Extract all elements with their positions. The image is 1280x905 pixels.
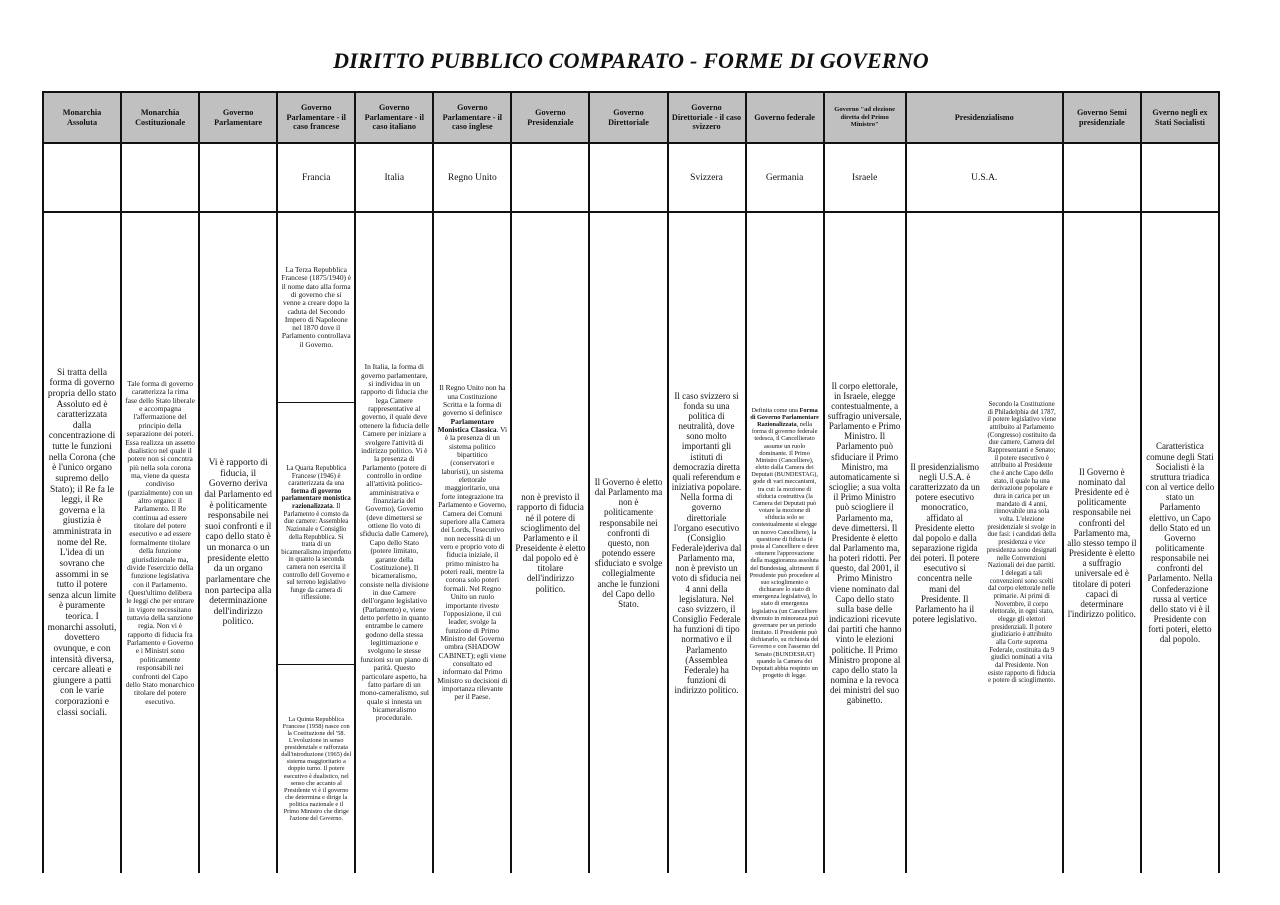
description-text: Il Governo è nominato dal Presidente ed è politicamente responsabile nei confronti del Parlamento ma, allo stesso tempo il Presidente è eletto a suffragio universale ed è titolare di poteri capaci di determinare l'indirizzo politico. bbox=[1067, 466, 1137, 620]
description-text: Il caso svizzero si fonda su una politica di neutralità, dove sono molto importanti gli istituti di democrazia diretta quali referendum e iniziativa popolare. Nella forma di governo direttoriale l'organo esecutivo (Consiglio Federale)deriva dal Parlamento ma, non è previsto un voto di sfiducia nei 4 anni della legislatura. Nel caso svizzero, il Consiglio Federale ha funzioni di tipo normativo e il Parlamento (Assemblea Federale) ha funzioni di indirizzo politico. bbox=[671, 390, 742, 696]
terza-repubblica-section bbox=[278, 213, 354, 403]
description-text-part: . Il Parlamento è comsto da due camere: Assemblea Nazionale e Consiglio della Repubblica. Si tratta di un bicameralismo imperfetto in quanto la seconda camera non esercita il controllo dell Governo e sul terreno legislativo funge da camera di riflessione. bbox=[281, 503, 352, 602]
header-cell: Presidenzialismo bbox=[906, 92, 1063, 143]
description-text-bold: Forma di Governo Parlamentare Razionalizzata bbox=[750, 406, 819, 429]
country-cell: Svizzera bbox=[668, 143, 746, 212]
description-text: non è previsto il rapporto di fiducia né il potere di scioglimento del Parlamento e il Preseidente è eletto dal popolo ed è titolare dell'indirizzo politico. bbox=[515, 492, 586, 594]
forms-of-government-table bbox=[42, 91, 1220, 873]
country-cell: Israele bbox=[824, 143, 906, 212]
description-text-part: . Vi è la presenza di un sistema politico bipartitico (conservatori e laburisti), un sistema elettorale maggioritario, una forte integrazione tra Parlamento e Governo, Camera dei Comuni superiore alla Camera dei Lords, l'esecutivo non necessità di un vero e proprio voto di fiducia iniziale, il primo ministro ha poteri reali, mentre la corona solo poteri formali. Nel Regno Unito un ruolo importante riveste l'opposizione, il cui leader, svolge la funzione di Primo Ministro del Governo ombra (SHADOW CABINET); egli viene consultato ed informato dal Primo Ministro su decisioni di importanza rilevante per il Paese. bbox=[437, 424, 508, 702]
header-cell: Governo Presidenziale bbox=[511, 92, 589, 143]
header-cell: Governo Parlamentare - il caso inglese bbox=[433, 92, 511, 143]
description-row bbox=[43, 212, 1219, 873]
description-cell-governo-parlamentare bbox=[199, 212, 277, 873]
description-text-bold: forma di governo parlamentare monistica razionalizzata bbox=[281, 487, 351, 511]
country-cell bbox=[511, 143, 589, 212]
description-text bbox=[434, 384, 510, 702]
country-cell bbox=[589, 143, 667, 212]
description-text-bold: Parlamentare Monistica Classica bbox=[437, 416, 497, 434]
description-text-part: Definita come una bbox=[751, 406, 800, 414]
description-cell-monarchia-costituzionale bbox=[121, 212, 199, 873]
country-cell: U.S.A. bbox=[906, 143, 1063, 212]
french-republics-split bbox=[278, 213, 354, 873]
quarta-repubblica-section bbox=[278, 403, 354, 665]
country-cell: Germania bbox=[746, 143, 824, 212]
header-cell: Governo Parlamentare bbox=[199, 92, 277, 143]
description-text: Si tratta della forma di governo propria dello stato Assoluto ed è caratterizzata dalla concentrazione di tutte le funzioni nella Corona (che è l'unico organo supremo dello Stato); il Re fa le leggi, il Re governa e la giustizia è amministrata in nome del Re. L'idea di un sovrano che assommi in se tutto il potere senza alcun limite è puramente teorica. I monarchi assoluti, dovettero ovunque, e con intensità diversa, cercare alleati e giungere a patti con le varie corporazioni e classi sociali. bbox=[47, 367, 117, 718]
country-cell bbox=[1063, 143, 1141, 212]
country-cell bbox=[43, 143, 121, 212]
country-cell: Francia bbox=[277, 143, 355, 212]
header-cell: Governo Parlamentare - il caso italiano bbox=[355, 92, 433, 143]
description-text: Vi è rapporto di fiducia, il Governo deriva dal Parlamento ed è politicamente responsabile nei suoi confronti e il capo dello stato è un monarca o un presidente eletto da un organo parlamentare che non partecipa alla determinazione dell'indirizzo politico. bbox=[204, 458, 272, 628]
description-cell-caso-francese bbox=[277, 212, 355, 873]
header-cell: Governo Parlamentare - il caso francese bbox=[277, 92, 355, 143]
description-text: Caratteristica comune degli Stati Socialisti è la struttura triadica con al vertice dello stato un Parlamento elettivo, un Capo dello Stato ed un Governo politicamente responsabile nei confronti del Parlamento. Nella Confederazione russa al vertice dello stato vi è il Presidente con forti poteri, eletto dal popolo. bbox=[1145, 441, 1215, 645]
country-cell bbox=[121, 143, 199, 212]
description-cell-caso-italiano bbox=[355, 212, 433, 873]
header-cell: Monarchia Assoluta bbox=[43, 92, 121, 143]
document-title: DIRITTO PUBBLICO COMPARATO - FORME DI GOVERNO bbox=[333, 48, 929, 73]
quinta-repubblica-section bbox=[278, 665, 354, 873]
presidenzialismo-split bbox=[907, 213, 1062, 873]
description-text: Il presidenzialismo negli U.S.A. è caratterizzato da un potere esecutivo monocratico, affidato al Presidente eletto dal popolo e dalla separazione rigida dei poteri. Il potere esecutivo si concentra nelle mani del Presidente. Il Parlamento ha il potere legislativo. bbox=[909, 461, 980, 625]
description-text: Tale forma di governo caratterizza la rima fase dello Stato liberale e accompagna l'affermazione del principio della separazione dei poteri. Essa realizza un assetto dualistico nel quale il potere non si concntra più nella sola corona ma, viene da questa condiviso (parzialmente) con un altro organo: il Parlamento. Il Re continua ad essere titolare del potere esecutivo e ad essere formalmente titolare della funzione giurisdizionale ma, divide l'esercizio della funzione legislativa con il Parlamento. Quest'ultimo delibera le leggi che per entrare in vigore necessitano tuttavia della sanzione regia. Non vi è rapporto di fiducia fra Parlamento e Governo e i Ministri sono politicamente responsabili nei confronti del Capo dello Stato monarchico titolare del potere esecutivo. bbox=[125, 378, 195, 706]
description-text-part: , nella forma di governo federale tedesca, il Cancellierato assume un ruolo dominante. Il Primo Ministro (Cancelliere), eletto dalla Camera dei Deputati (BUNDESTAG), gode di vari meccanismi, tra cui: la mozione di sfiducia costruttiva (la Camera dei Deputati può votare la mozione di sfiducia solo se contestualmente si elegge un nuovo Cancelliere), la questione di fiducia (è posta al Cancelliere e deve ottenere l'approvazione della maggioranza assoluta del Bundestag, altrimenti il Presidente può procedere al suo scioglimento o dichiarare lo stato di emergenza legislativa), lo stato di emergenza legislativa (un Cancelliere divenuto in minoranza può governare per un periodo limitato. Il Presidente può dichiararlo, su richiesta del Governo e con l'assenso del Senato (BUNDESRAT) quando la Camera dei Deputati abbia respinto un progetto di legge. bbox=[749, 421, 820, 680]
header-cell: Governo Direttoriale - il caso svizzero bbox=[668, 92, 746, 143]
description-cell-governo-federale bbox=[746, 212, 824, 873]
description-cell-israele bbox=[824, 212, 906, 873]
description-cell-ex-stati-socialisti bbox=[1141, 212, 1219, 873]
description-text: Secondo la Costituzione di Philadelphia del 1787, il potere legislativo viene attribuito al Parlamento (Congresso) costituito da due camere, Camera del Rappresentanti e Senato; il potere esecutivo è attribuito al Presidente che è anche Capo dello stato, il quale ha una derivazione popolare e dura in carica per un mandato di 4 anni, rinnovabile una sola volta. L'elezione presidenziale si svolge in due fasi: i candidati della presidenza e vice presidenza sono designati nelle Convenzioni Nazionali dei due partiti. I delegati a tali convenzioni sono scelti dal corpo elettorale nelle primarie. Ai primi di Novembre, il corpo elettorale, in ogni stato, elegge gli elettori presidenziali. Il potere giudiziario è attribuito alla Corte suprema Federale, costituita da 9 giudici nominati a vita dal Presidente. Non esiste rapporto di fiducia e potere di scioglimento. bbox=[986, 401, 1057, 685]
country-cell bbox=[1141, 143, 1219, 212]
country-cell: Italia bbox=[355, 143, 433, 212]
description-text: In Italia, la forma di governo parlamentare, si individua in un rapporto di fiducia che lega Camere rappresentative al governo, il quale deve ottenere la fiducia delle Camere per iniziare a svolgere l'attività di indirizzo politico. Vi è la presenza di Parlamento (potere di controllo in ordine all'attività politico-amministrativa e finanziaria del Governo), Governo (deve dimettersi se ottiene llo voto di sfiducia dalle Camere), Capo dello Stato (potere limitato, garante della Costituzione). Il bicameralismo, consiste nella divisione in due Camere dell'organo legislativo (Parlamento) e, viene detto perfetto in quanto entrambe le camere godono della stessa legittimazione e svolgono le stesse funzioni su un piano di parità. Questo particolare aspetto, ha fatto parlare di un mono-cameralismo, sul quale si innesta un bicameralismo procedurale. bbox=[359, 362, 430, 723]
header-cell: Gverno negli ex Stati Socialisti bbox=[1141, 92, 1219, 143]
description-text: La Terza Repubblica Francese (1875/1940) è il nome dato alla forma di governo che si venne a creare dopo la caduta del Secondo Impero di Napoleone nel 1870 dove il Parlamento controllava il Governo. bbox=[281, 265, 352, 349]
country-cell bbox=[199, 143, 277, 212]
description-text-part: Il Regno Unito non ha una Costituzione Scritta e la forma di governo si definisce bbox=[439, 383, 506, 418]
description-cell-presidenziale bbox=[511, 212, 589, 873]
description-text bbox=[281, 465, 351, 602]
description-text bbox=[747, 407, 823, 680]
description-cell-caso-svizzero bbox=[668, 212, 746, 873]
description-cell-direttoriale bbox=[589, 212, 667, 873]
header-cell: Monarchia Costituzionale bbox=[121, 92, 199, 143]
description-cell-semipresidenziale bbox=[1063, 212, 1141, 873]
description-text: La Quinta Repubblica Francese (1958) nasce con la Costituzione del '58. L'evoluzione in senso presidenziale e rafforzata dall'introduzione (1965) del sistema maggioritario a doppio turno. Il potere esecutivo è dualistico, nel senso che accanto al Presidente vi è il governo che determina e dirige la politica nazionale e il Primo Ministro che dirige l'azione del Governo. bbox=[281, 715, 352, 823]
description-cell-presidenzialismo bbox=[906, 212, 1063, 873]
header-row bbox=[43, 92, 1219, 143]
description-text-part: La Quarta Repubblica Francese (1946) è caratterizzata da una bbox=[286, 465, 347, 488]
header-cell: Governo Direttoriale bbox=[589, 92, 667, 143]
header-cell: Governo federale bbox=[746, 92, 824, 143]
country-row bbox=[43, 143, 1219, 212]
country-cell: Regno Unito bbox=[433, 143, 511, 212]
description-cell-monarchia-assoluta bbox=[43, 212, 121, 873]
header-cell: Governo Semi presidenziale bbox=[1063, 92, 1141, 143]
description-text: Il corpo elettorale, in Israele, elegge contestualmente, a suffragio universale, Parlamento e Primo Ministro. Il Parlamento può sfiduciare il Primo Ministro, ma automaticamente si scioglie; a sua volta il Primo Ministro può sciogliere il Parlamento ma, deve dimettersi. Il Presidente è eletto dal Parlamento ma, ha poteri ridotti. Per questo, dal 2001, il Primo Ministro viene nominato dal Capo dello stato sulla base delle indicazioni ricevute dai partiti che hanno vinto le elezioni politiche. Il Primo Ministro propone al capo dello stato la nomina e la revoca dei ministri del suo gabinetto. bbox=[827, 380, 902, 706]
header-cell: Governo "ad elezione diretta del Primo Ministro" bbox=[824, 92, 906, 143]
description-text: Il Governo è eletto dal Parlamento ma non è politicamente responsabile nei confronti di questo, non potendo essere sfiduciato e svolge collegialmente anche le funzioni del Capo dello Stato. bbox=[594, 476, 663, 609]
description-cell-caso-inglese bbox=[433, 212, 511, 873]
